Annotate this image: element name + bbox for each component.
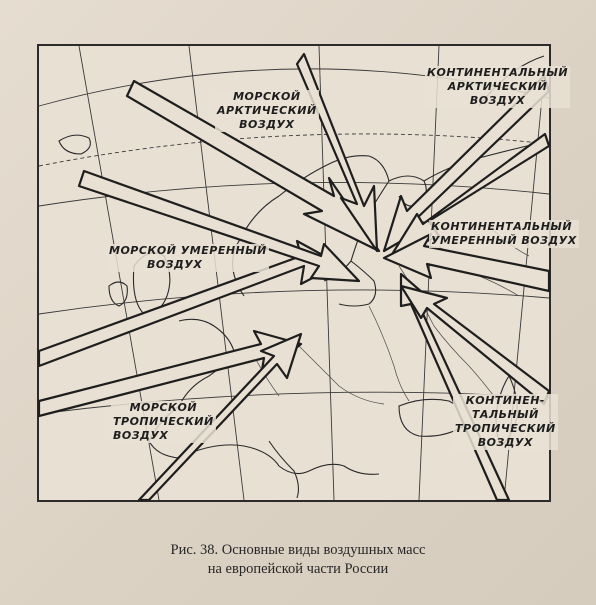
label-line: КОНТИНЕН- bbox=[465, 394, 545, 407]
label-line: АРКТИЧЕСКИЙ bbox=[447, 80, 548, 93]
label-line: КОНТИНЕНТАЛЬНЫЙ bbox=[431, 220, 573, 233]
label-line: ВОЗДУХ bbox=[469, 94, 526, 107]
label-line: МОРСКОЙ УМЕРЕННЫЙ bbox=[109, 244, 267, 257]
air-masses-map bbox=[37, 44, 577, 502]
label-line: ВОЗДУХ bbox=[113, 429, 169, 442]
river bbox=[369, 306, 409, 401]
label-line: ВОЗДУХ bbox=[477, 436, 534, 449]
caption-line-1: Рис. 38. Основные виды воздушных масс bbox=[170, 542, 426, 558]
river bbox=[299, 346, 384, 404]
continental-tropical-arrow-2 bbox=[401, 286, 549, 404]
label-marine-temperate bbox=[107, 244, 269, 272]
label-line: ВОЗДУХ bbox=[239, 118, 295, 131]
label-line: КОНТИНЕНТАЛЬНЫЙ bbox=[427, 66, 569, 79]
iceland-coast bbox=[59, 135, 90, 154]
caption-line-2: на европейской части России bbox=[207, 561, 389, 577]
label-line: МОРСКОЙ bbox=[129, 401, 198, 414]
label-line: ТРОПИЧЕСКИЙ bbox=[455, 422, 556, 435]
label-continental-arctic bbox=[425, 66, 570, 108]
label-line: ТАЛЬНЫЙ bbox=[471, 408, 539, 421]
parallel-line bbox=[39, 290, 549, 314]
label-line: ТРОПИЧЕСКИЙ bbox=[113, 415, 214, 428]
figure-caption bbox=[0, 541, 596, 579]
mediterranean-coast bbox=[179, 445, 379, 474]
label-continental-temperate bbox=[429, 220, 579, 248]
label-line: АРКТИЧЕСКИЙ bbox=[217, 104, 317, 117]
label-line: ВОЗДУХ bbox=[147, 258, 203, 271]
label-line: МОРСКОЙ bbox=[233, 90, 301, 103]
label-line: УМЕРЕННЫЙ ВОЗДУХ bbox=[431, 234, 577, 247]
label-marine-tropical bbox=[111, 401, 216, 443]
label-continental-tropical bbox=[453, 394, 558, 450]
label-marine-arctic bbox=[215, 90, 319, 132]
